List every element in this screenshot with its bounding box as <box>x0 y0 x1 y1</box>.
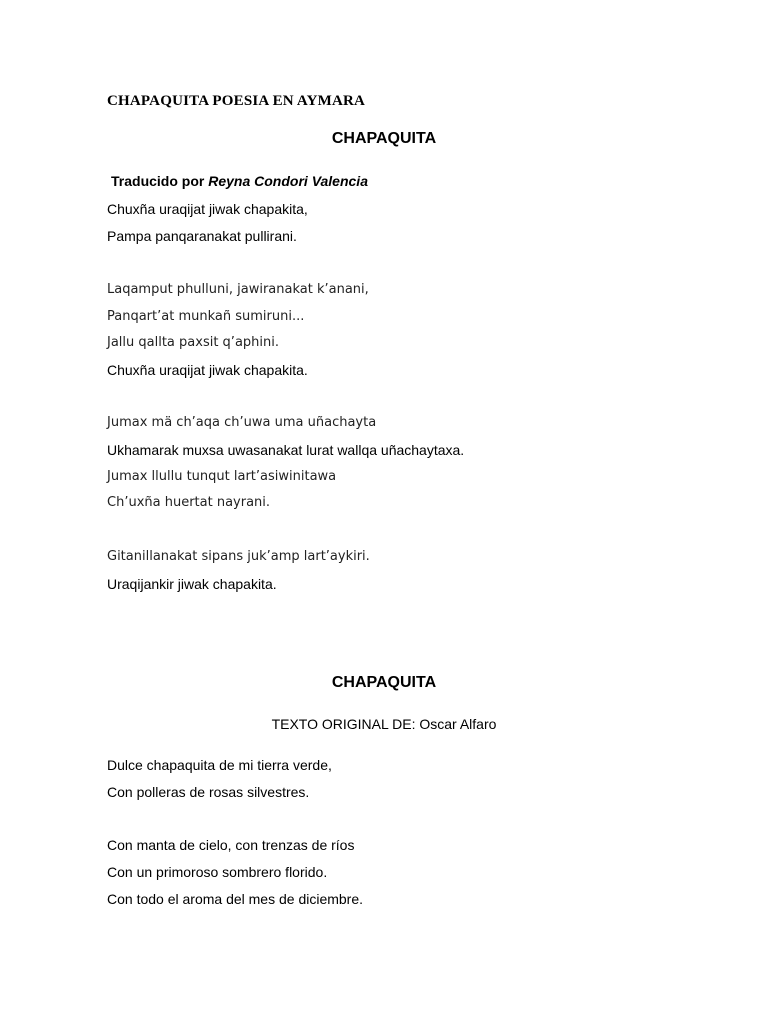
aymara-poem-heading: CHAPAQUITA <box>331 130 437 147</box>
poem-line: Chuxña uraqijat jiwak chapakita, <box>107 201 308 217</box>
poem-line: Jallu qallta paxsit q’aphini. <box>107 335 279 350</box>
poem-line: Ch’uxña huertat nayrani. <box>107 495 271 510</box>
poem-line: Con polleras de rosas silvestres. <box>107 784 310 800</box>
poem-line: Laqamput phulluni, jawiranakat k’anani, <box>107 282 369 297</box>
poem-line: Con todo el aroma del mes de diciembre. <box>107 891 364 907</box>
poem-line: Jumax llullu tunqut lart’asiwinitawa <box>107 469 337 484</box>
translator-name: Reyna Condori Valencia <box>208 173 368 189</box>
poem-line: Con un primoroso sombrero florido. <box>107 864 328 880</box>
poem-line: Dulce chapaquita de mi tierra verde, <box>107 757 332 773</box>
document-title: CHAPAQUITA POESIA EN AYMARA <box>107 93 366 109</box>
poem-line: Panqart’at munkañ sumiruni... <box>107 309 305 324</box>
translator-credit <box>111 173 368 189</box>
spanish-poem-heading: CHAPAQUITA <box>331 674 437 691</box>
poem-line: Uraqijankir jiwak chapakita. <box>107 576 277 592</box>
poem-line: Pampa panqaranakat pullirani. <box>107 228 297 244</box>
poem-line: Con manta de cielo, con trenzas de ríos <box>107 837 355 853</box>
poem-line: Chuxña uraqijat jiwak chapakita. <box>107 362 308 378</box>
poem-line: Jumax mä ch’aqa ch’uwa uma uñachayta <box>107 415 377 430</box>
poem-line: Ukhamarak muxsa uwasanakat lurat wallqa uñachaytaxa. <box>107 442 465 458</box>
original-author-credit: TEXTO ORIGINAL DE: Oscar Alfaro <box>271 716 497 732</box>
translator-prefix: Traducido por <box>111 173 209 189</box>
poem-line: Gitanillanakat sipans juk’amp lart’aykiri. <box>107 549 370 564</box>
